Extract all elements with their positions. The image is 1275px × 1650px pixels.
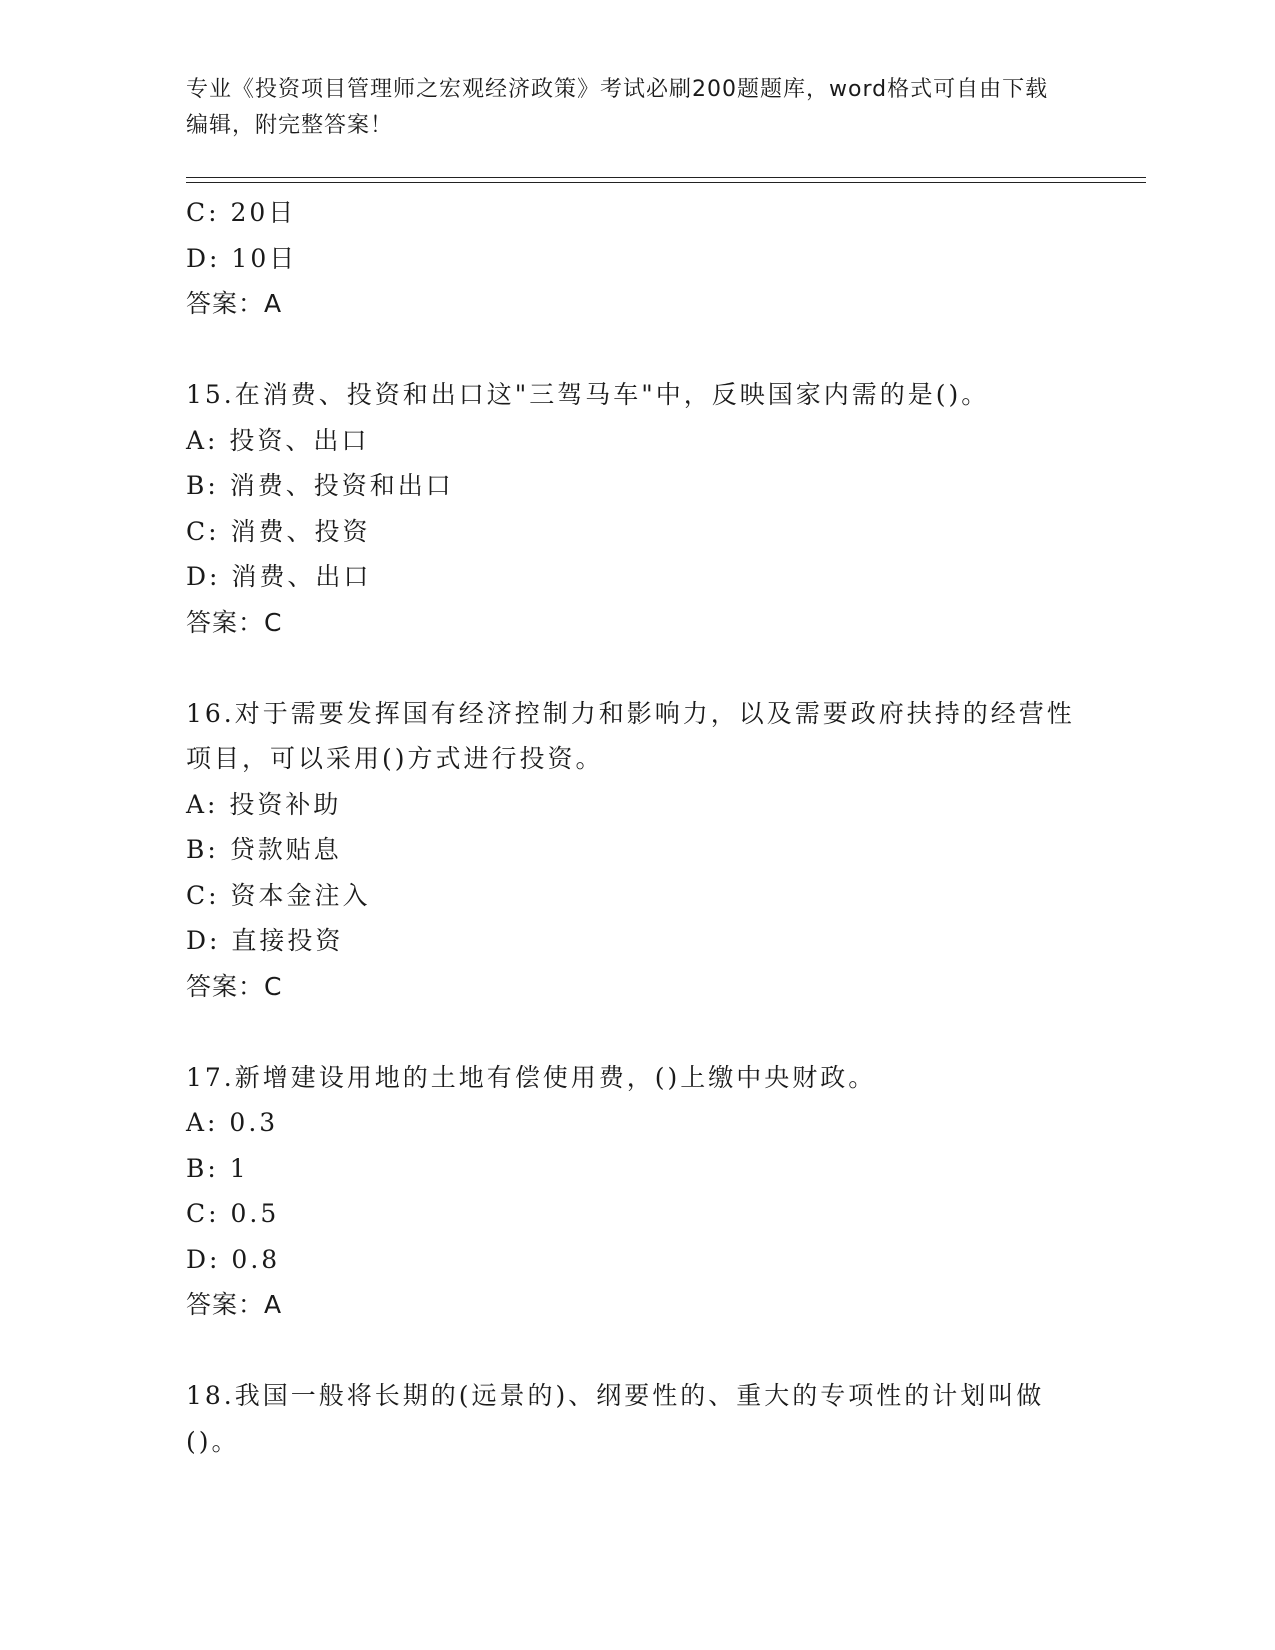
option-d: D: 消费、出口 [186, 562, 372, 591]
spacer [186, 1328, 1086, 1374]
question-text: 15.在消费、投资和出口这"三驾马车"中，反映国家内需的是()。 [186, 380, 990, 409]
question-text: 17.新增建设用地的土地有偿使用费，()上缴中央财政。 [186, 1062, 877, 1092]
answer-line: 答案：C [186, 971, 283, 1001]
option-a: A: 投资、出口 [186, 425, 370, 455]
option-d: D: 直接投资 [186, 926, 344, 955]
option-a: A: 投资补助 [186, 789, 342, 819]
question-17 [186, 1055, 1086, 1328]
spacer [186, 327, 1086, 373]
answer-line: 答案：C [186, 607, 283, 637]
question-16 [186, 691, 1086, 1010]
option-c: C: 消费、投资 [186, 516, 371, 546]
question-15 [186, 372, 1086, 645]
header-rule-bottom [186, 182, 1146, 183]
spacer [186, 645, 1086, 691]
option-c: C: 0.5 [186, 1199, 280, 1228]
question-text: 16.对于需要发挥国有经济控制力和影响力，以及需要政府扶持的经营性项目，可以采用()方式进行投资。 [186, 698, 1075, 773]
spacer [186, 1009, 1086, 1055]
option-b: B: 消费、投资和出口 [186, 471, 454, 500]
question-text: 18.我国一般将长期的(远景的)、纲要性的、重大的专项性的计划叫做()。 [186, 1381, 1045, 1456]
question-18 [186, 1373, 1086, 1464]
option-b: B: 1 [186, 1153, 249, 1183]
option-c: C: 资本金注入 [186, 880, 371, 910]
option-b: B: 贷款贴息 [186, 835, 342, 864]
header-rule-top [186, 177, 1146, 178]
question-14-tail [186, 190, 1086, 327]
document-title: 专业《投资项目管理师之宏观经济政策》考试必刷200题题库，word格式可自由下载编辑，附完整答案！ [186, 77, 1049, 138]
answer-line: 答案：A [186, 289, 283, 318]
option-c: C: 20日 [186, 198, 297, 227]
option-d: D: 10日 [186, 243, 298, 273]
answer-line: 答案：A [186, 1290, 283, 1319]
option-d: D: 0.8 [186, 1244, 281, 1274]
option-a: A: 0.3 [186, 1108, 279, 1137]
question-list [186, 190, 1086, 1464]
document-header [186, 72, 1066, 144]
